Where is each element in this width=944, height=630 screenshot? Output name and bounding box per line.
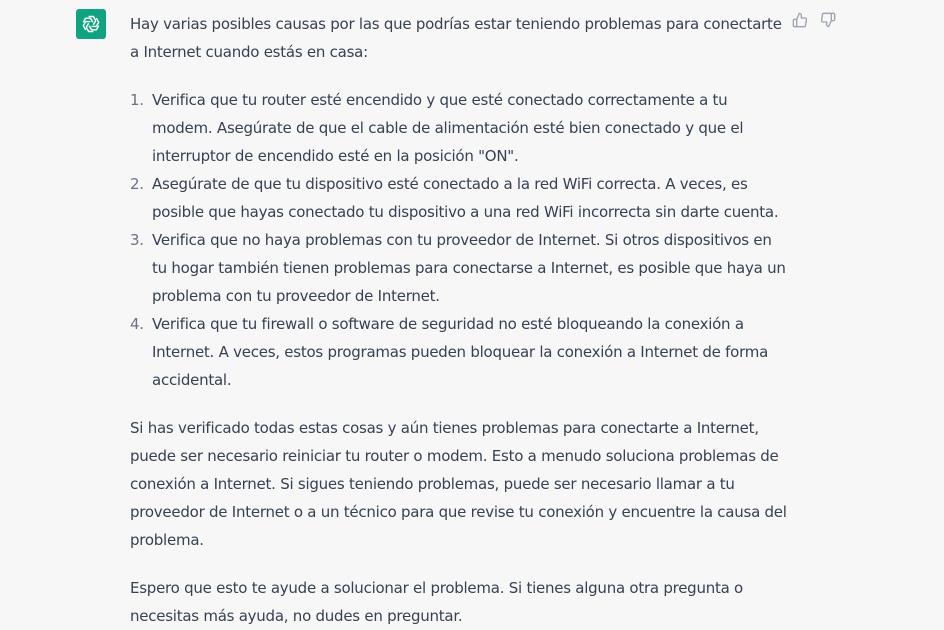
- message-intro: Hay varias posibles causas por las que podrías estar teniendo problemas para conectarte a Internet cuando estás en casa:: [130, 15, 782, 61]
- list-item: [130, 86, 790, 170]
- list-item-number: 4.: [130, 315, 144, 333]
- openai-logo-icon: [80, 13, 102, 35]
- list-item-text: Asegúrate de que tu dispositivo esté conectado a la red WiFi correcta. A veces, es posible que hayas conectado tu dispositivo a una red WiFi incorrecta sin darte cuenta.: [152, 175, 779, 221]
- thumbs-up-button[interactable]: [792, 11, 808, 29]
- list-item: [130, 226, 790, 310]
- assistant-avatar: [76, 9, 106, 39]
- feedback-controls: [792, 11, 836, 29]
- thumbs-down-icon: [820, 12, 836, 28]
- troubleshooting-list: [130, 86, 790, 394]
- list-item: [130, 310, 790, 394]
- list-item-number: 3.: [130, 231, 144, 249]
- thumbs-up-icon: [792, 12, 808, 28]
- thumbs-down-button[interactable]: [820, 11, 836, 29]
- list-item-number: 2.: [130, 175, 144, 193]
- message-paragraph-2: Si has verificado todas estas cosas y aún tienes problemas para conectarte a Internet, puede ser necesario reiniciar tu router o modem. Esto a menudo soluciona problemas de conexión a Internet. Si sigues teniendo problemas, puede ser necesario llamar a tu proveedor de Internet o a un técnico para que revise tu conexión y encuentre la causa del problema.: [130, 419, 787, 549]
- list-item-text: Verifica que tu firewall o software de seguridad no esté bloqueando la conexión a Internet. A veces, estos programas pueden bloquear la conexión a Internet de forma accidental.: [152, 315, 769, 389]
- message-paragraph-3: Espero que esto te ayude a solucionar el problema. Si tienes alguna otra pregunta o necesitas más ayuda, no dudes en preguntar.: [130, 579, 743, 625]
- list-item-text: Verifica que no haya problemas con tu proveedor de Internet. Si otros dispositivos en tu hogar también tienen problemas para conectarse a Internet, es posible que haya un problema con tu proveedor de Internet.: [152, 231, 786, 305]
- assistant-message-text: [130, 10, 790, 630]
- list-item: [130, 170, 790, 226]
- list-item-number: 1.: [130, 91, 144, 109]
- list-item-text: Verifica que tu router esté encendido y que esté conectado correctamente a tu modem. Asegúrate de que el cable de alimentación esté bien conectado y que el interruptor de encendido esté en la posición "ON".: [152, 91, 744, 165]
